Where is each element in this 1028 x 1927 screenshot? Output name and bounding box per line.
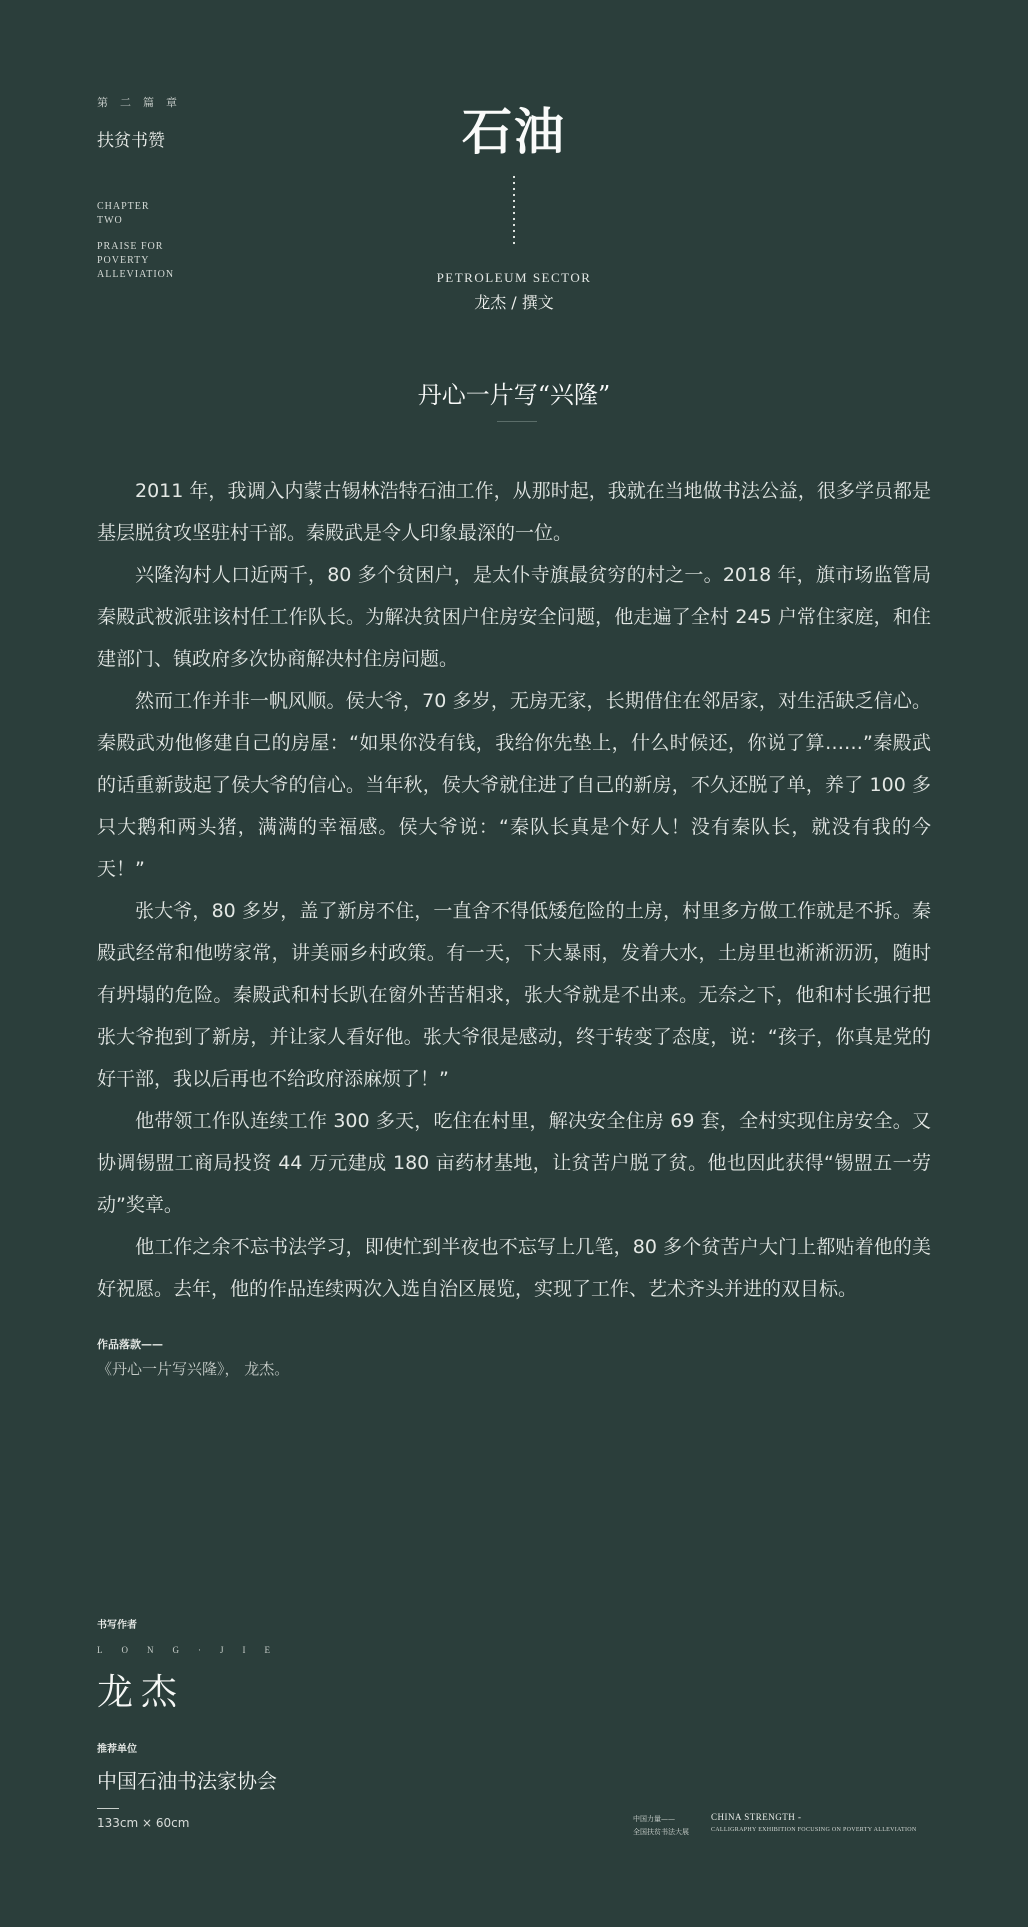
chapter-subtitle-cn: 扶贫书赞 [97, 131, 165, 151]
inscription-label: 作品落款—— [97, 1338, 163, 1351]
paragraph: 他带领工作队连续工作 300 多天，吃住在村里，解决安全住房 69 套，全村实现住房安全。又协调锡盟工商局投资 44 万元建成 180 亩药材基地，让贫苦户脱了贫。他也因此获得“锡盟五一劳动”奖章。 [97, 1110, 931, 1216]
inscription-text: 《丹心一片写兴隆》， 龙杰。 [97, 1360, 290, 1378]
footer-cn-line1: 中国力量—— [633, 1815, 675, 1823]
chapter-subtitle-en-line1: PRAISE FOR [97, 241, 164, 252]
headline-divider [497, 421, 537, 422]
paragraph: 2011 年，我调入内蒙古锡林浩特石油工作，从那时起，我就在当地做书法公益，很多学员都是基层脱贫攻坚驻村干部。秦殿武是令人印象最深的一位。 [97, 480, 931, 544]
paragraph: 然而工作并非一帆风顺。侯大爷，70 多岁，无房无家，长期借住在邻居家，对生活缺乏信心。秦殿武劝他修建自己的房屋：“如果你没有钱，我给你先垫上，什么时候还，你说了算……”秦殿武的话重新鼓起了侯大爷的信心。当年秋，侯大爷就住进了自己的新房，不久还脱了单，养了 100 多只大鹅和两头猪，满满的幸福感。侯大爷说：“秦队长真是个好人！没有秦队长，就没有我的今天！” [97, 690, 931, 880]
author-name-en: LONG·JIE [97, 1645, 289, 1655]
page-title: 石油 [462, 102, 566, 161]
organization-name: 中国石油书法家协会 [97, 1769, 277, 1793]
chapter-label-cn: 第二篇章 [97, 96, 189, 109]
footer-en-line1: CHINA STRENGTH - [711, 1812, 802, 1822]
paragraph: 他工作之余不忘书法学习，即使忙到半夜也不忘写上几笔，80 多个贫苦户大门上都贴着他的美好祝愿。去年，他的作品连续两次入选自治区展览，实现了工作、艺术齐头并进的双目标。 [97, 1236, 931, 1300]
article-body [97, 470, 931, 1310]
footer-en-line2: CALLIGRAPHY EXHIBITION FOCUSING ON POVERTY ALLEVIATION [711, 1827, 917, 1833]
sector-label-en: PETROLEUM SECTOR [436, 270, 592, 285]
dotted-divider [513, 174, 515, 246]
article-headline: 丹心一片写“兴隆” [417, 381, 611, 409]
organization-label: 推荐单位 [97, 1744, 137, 1755]
paragraph: 张大爷，80 多岁，盖了新房不住，一直舍不得低矮危险的土房，村里多方做工作就是不拆。秦殿武经常和他唠家常，讲美丽乡村政策。有一天，下大暴雨，发着大水，土房里也淅淅沥沥，随时有坍塌的危险。秦殿武和村长趴在窗外苦苦相求，张大爷就是不出来。无奈之下，他和村长强行把张大爷抱到了新房，并让家人看好他。张大爷很是感动，终于转变了态度，说：“孩子，你真是党的好干部，我以后再也不给政府添麻烦了！” [97, 900, 931, 1090]
chapter-subtitle-en-line2: POVERTY [97, 255, 150, 266]
chapter-subtitle-en-line3: ALLEVIATION [97, 269, 175, 280]
artwork-dimensions: 133cm × 60cm [97, 1816, 190, 1830]
dimensions-divider [97, 1808, 119, 1809]
author-label: 书写作者 [97, 1620, 137, 1631]
paragraph: 兴隆沟村人口近两千，80 多个贫困户，是太仆寺旗最贫穷的村之一。2018 年，旗市场监管局秦殿武被派驻该村任工作队长。为解决贫困户住房安全问题，他走遍了全村 245 户常住家庭，和住建部门、镇政府多次协商解决村住房问题。 [97, 564, 931, 670]
chapter-label-en-line1: CHAPTER [97, 201, 150, 212]
chapter-label-en-line2: TWO [97, 215, 123, 226]
footer-cn-line2: 全国扶贫书法大展 [633, 1828, 689, 1836]
byline: 龙杰 / 撰文 [474, 293, 554, 312]
author-name-cn: 龙杰 [97, 1672, 186, 1713]
chapter-label-en [97, 200, 150, 228]
